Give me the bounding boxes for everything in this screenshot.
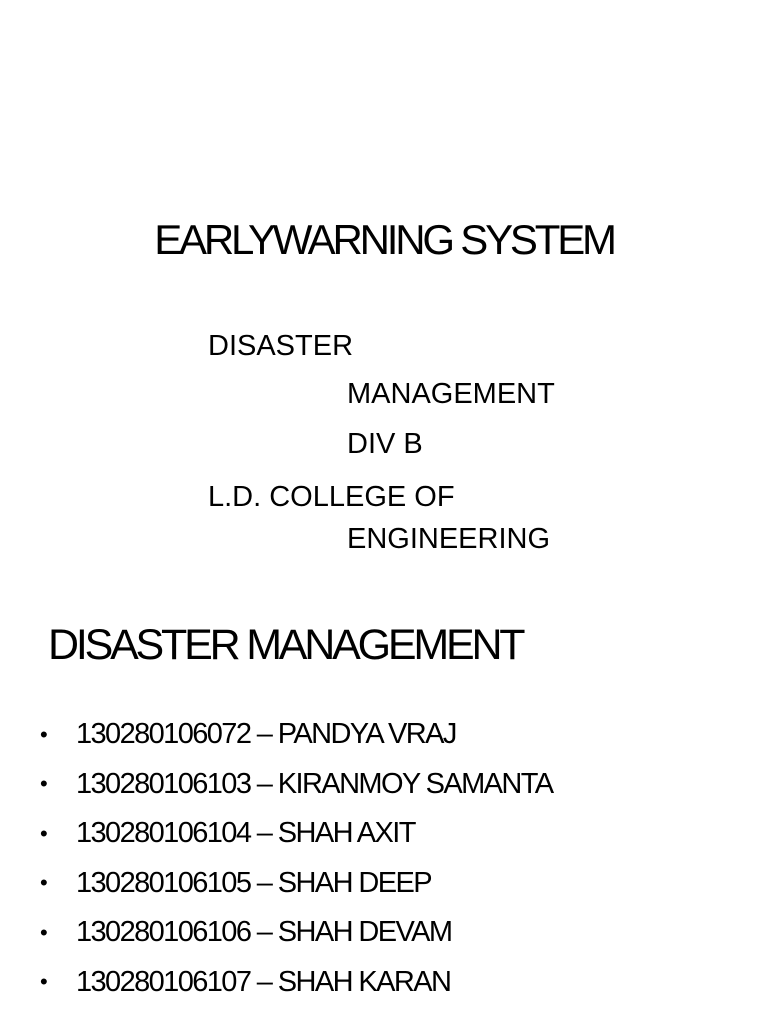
subtitle-line-engineering: ENGINEERING: [347, 523, 551, 555]
bullet-icon: •: [40, 771, 48, 797]
member-text: 130280106104 – SHAH AXIT: [76, 817, 415, 850]
bullet-icon: •: [40, 919, 48, 945]
section-title: DISASTER MANAGEMENT: [48, 621, 523, 669]
bullet-icon: •: [40, 820, 48, 846]
subtitle-line-division: DIV B: [347, 428, 423, 460]
list-item: [40, 760, 552, 810]
bullet-icon: •: [40, 969, 48, 995]
member-text: 130280106103 – KIRANMOY SAMANTA: [76, 767, 553, 800]
bullet-icon: •: [40, 721, 48, 747]
list-item: [40, 958, 552, 1008]
member-text: 130280106107 – SHAH KARAN: [76, 965, 451, 998]
subtitle-line-disaster: DISASTER: [208, 330, 354, 362]
subtitle-line-college: L.D. COLLEGE OF: [208, 481, 455, 513]
list-item: [40, 710, 552, 760]
bullet-icon: •: [40, 870, 48, 896]
list-item: [40, 908, 552, 958]
member-text: 130280106106 – SHAH DEVAM: [76, 916, 452, 949]
member-text: 130280106072 – PANDYA VRAJ: [76, 718, 456, 751]
list-item: [40, 809, 552, 859]
list-item: [40, 859, 552, 909]
member-text: 130280106105 – SHAH DEEP: [76, 866, 431, 899]
member-list: [40, 710, 552, 1007]
subtitle-line-management: MANAGEMENT: [347, 378, 555, 410]
slide-title: EARLYWARNING SYSTEM: [154, 216, 614, 263]
